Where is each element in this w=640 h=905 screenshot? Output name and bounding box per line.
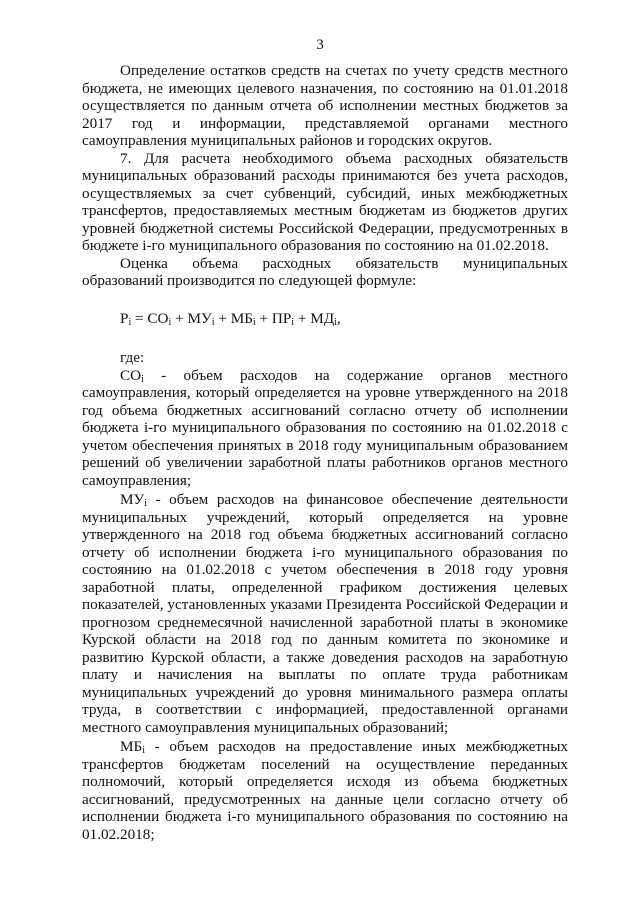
- formula-term-mu: МУ: [187, 309, 212, 327]
- formula-term-mb: МБ: [230, 309, 253, 327]
- where-label: где:: [120, 349, 145, 366]
- definition-text: - объем расходов на предоставление иных межбюджетных трансфертов бюджетам поселений на осуществление переданных полномочий, который определяется исходя из объема бюджетных ассигнований, предусмотренных на данные цели согласно отчету об исполнении бюджета i-го муниципального образования по состоянию на 01.02.2018;: [82, 738, 568, 843]
- formula-plus: +: [171, 309, 188, 327]
- formula-term-co: CO: [147, 309, 169, 327]
- paragraph-balance-determination: Определение остатков средств на счетах по учету средств местного бюджета, не имеющих целевого назначения, по состоянию на 01.01.2018 осуществляется по данным отчета об исполнении местных бюджетов за 2017 год и информации, представляемой органами местного самоуправления муниципальных районов и городских округов.: [82, 62, 568, 149]
- page-number: 3: [316, 36, 324, 53]
- formula-result-index: i: [128, 316, 132, 328]
- definition-term-index: i: [141, 373, 144, 385]
- formula-plus: +: [255, 309, 272, 327]
- definition-mu: [82, 491, 568, 736]
- formula-term-co-index: i: [168, 316, 172, 328]
- definition-term: МБ: [120, 738, 143, 755]
- expenditure-formula: [120, 310, 568, 328]
- formula-equals: =: [131, 309, 148, 327]
- formula-plus: +: [294, 309, 311, 327]
- formula-term-pr-index: i: [291, 316, 295, 328]
- paragraph-formula-intro: Оценка объема расходных обязательств муниципальных образований производится по следующей формуле:: [82, 254, 568, 289]
- definition-term: МУ: [120, 491, 145, 508]
- paragraph-item-7: 7. Для расчета необходимого объема расходных обязательств муниципальных образований расходы принимаются без учета расходов, осуществляемых за счет субвенций, субсидий, иных межбюджетных трансфертов, предоставляемых местным бюджетам из бюджетов других уровней бюджетной системы Российской Федерации, предусмотренных в бюджете i-го муниципального образования по состоянию на 01.02.2018.: [82, 149, 568, 254]
- formula-result: P: [120, 309, 129, 327]
- formula-term-pr: ПР: [271, 309, 292, 327]
- definition-text: - объем расходов на содержание органов местного самоуправления, который определяется на уровне утвержденного на 2018 год объема бюджетных ассигнований согласно отчету об исполнении бюджета i-го муниципального образования по состоянию на 01.02.2018 с учетом обеспечения принятых в 2018 году муниципальным образованием решений об увеличении заработной платы работников органов местного самоуправления;: [82, 366, 568, 489]
- definition-term: CO: [120, 366, 142, 384]
- definition-mb: [82, 738, 568, 843]
- formula-term-md: МД: [310, 309, 335, 327]
- formula-term-mu-index: i: [211, 316, 215, 328]
- definition-term-index: i: [142, 745, 146, 756]
- formula-end: ,: [336, 309, 341, 327]
- formula-term-mb-index: i: [252, 316, 256, 328]
- definition-term-index: i: [144, 498, 148, 509]
- definition-co: [82, 367, 568, 490]
- definition-text: - объем расходов на финансовое обеспечение деятельности муниципальных учреждений, который определяется на уровне утвержденного на 2018 год объема бюджетных ассигнований согласно отчету об исполнении бюджета i-го муниципального образования по состоянию на 01.02.2018 с учетом обеспечения в 2018 году уровня заработной платы, определенной графиком достижения целевых показателей, установленных указами Президента Российской Федерации и прогнозом среднемесячной начисленной заработной платы в экономике Курской области на 2018 год по данным комитета по экономике и развитию Курской области, а также доведения расходов на заработную плату и начисления на выплаты по оплате труда работникам муниципальных учреждений до уровня минимального размера оплаты труда, в соответствии с информацией, предоставленной органами местного самоуправления муниципальных образований;: [82, 491, 568, 736]
- formula-term-md-index: i: [334, 316, 337, 328]
- formula-plus: +: [214, 309, 231, 327]
